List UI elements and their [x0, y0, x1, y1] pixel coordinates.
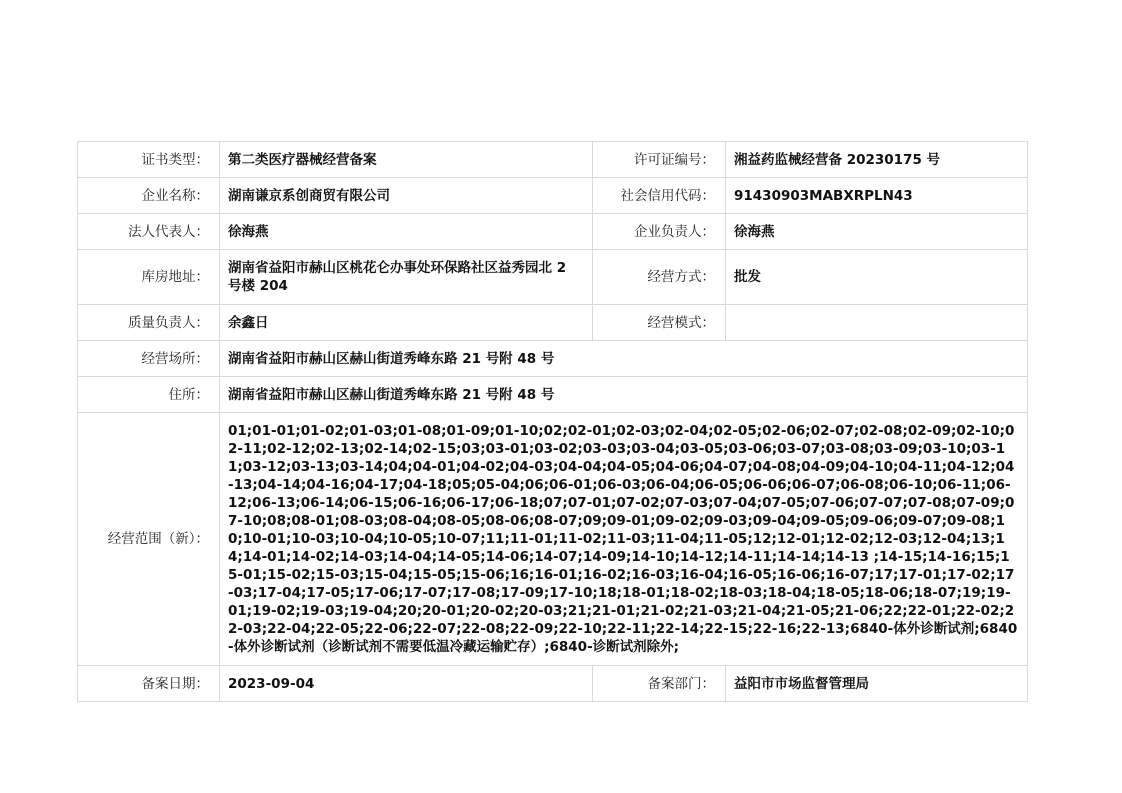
table-row — [78, 250, 1028, 305]
warehouse-address-value: 湖南省益阳市赫山区桃花仑办事处环保路社区益秀园北 2 号楼 204 — [220, 250, 593, 305]
record-dept-label: 备案部门： — [593, 666, 726, 702]
table-row — [78, 341, 1028, 377]
business-method-label: 经营方式： — [593, 250, 726, 305]
business-mode-value — [726, 305, 1028, 341]
filing-record-table — [77, 141, 1028, 702]
company-name-label: 企业名称： — [78, 178, 220, 214]
table-row — [78, 666, 1028, 702]
quality-head-label: 质量负责人： — [78, 305, 220, 341]
business-method-value: 批发 — [726, 250, 1028, 305]
business-mode-label: 经营模式： — [593, 305, 726, 341]
record-date-label: 备案日期： — [78, 666, 220, 702]
table-row — [78, 305, 1028, 341]
company-head-value: 徐海燕 — [726, 214, 1028, 250]
quality-head-value: 余鑫日 — [220, 305, 593, 341]
business-scope-label: 经营范围（新）： — [78, 413, 220, 666]
company-name-value: 湖南谦京系创商贸有限公司 — [220, 178, 593, 214]
record-date-value: 2023-09-04 — [220, 666, 593, 702]
table-row — [78, 142, 1028, 178]
table-row — [78, 413, 1028, 666]
legal-rep-label: 法人代表人： — [78, 214, 220, 250]
residence-label: 住所： — [78, 377, 220, 413]
credit-code-label: 社会信用代码： — [593, 178, 726, 214]
cert-type-label: 证书类型： — [78, 142, 220, 178]
business-premises-value: 湖南省益阳市赫山区赫山街道秀峰东路 21 号附 48 号 — [220, 341, 1028, 377]
business-scope-value: 01;01-01;01-02;01-03;01-08;01-09;01-10;02;02-01;02-03;02-04;02-05;02-06;02-07;02-08;02-09;02-10;02-11;02-12;02-13;02-14;02-15;03;03-01;03-02;03-03;03-04;03-05;03-06;03-07;03-08;03-09;03-10;03-11;03-12;03-13;03-14;04;04-01;04-02;04-03;04-04;04-05;04-06;04-07;04-08;04-09;04-10;04-11;04-12;04-13;04-14;04-16;04-17;04-18;05;05-04;06;06-01;06-03;06-04;06-05;06-06;06-07;06-08;06-10;06-11;06-12;06-13;06-14;06-15;06-16;06-17;06-18;07;07-01;07-02;07-03;07-04;07-05;07-06;07-07;07-08;07-09;07-10;08;08-01;08-03;08-04;08-05;08-06;08-07;09;09-01;09-02;09-03;09-04;09-05;09-06;09-07;09-08;10;10-01;10-03;10-04;10-05;10-07;11;11-01;11-02;11-03;11-04;11-05;12;12-01;12-02;12-03;12-04;13;14;14-01;14-02;14-03;14-04;14-05;14-06;14-07;14-09;14-10;14-12;14-11;14-14;14-13 ;14-15;14-16;15;15-01;15-02;15-03;15-04;15-05;15-06;16;16-01;16-02;16-03;16-04;16-05;16-06;16-07;17;17-01;17-02;17-03;17-04;17-05;17-06;17-07;17-08;17-09;17-10;18;18-01;18-02;18-03;18-04;18-05;18-06;18-07;19;19-01;19-02;19-03;19-04;20;20-01;20-02;20-03;21;21-01;21-02;21-03;21-04;21-05;21-06;22;22-01;22-02;22-03;22-04;22-05;22-06;22-07;22-08;22-09;22-10;22-11;22-14;22-15;22-16;22-13;6840-体外诊断试剂;6840-体外诊断试剂（诊断试剂不需要低温冷藏运输贮存）;6840-诊断试剂除外; — [220, 413, 1028, 666]
legal-rep-value: 徐海燕 — [220, 214, 593, 250]
license-no-value: 湘益药监械经营备 20230175 号 — [726, 142, 1028, 178]
table-row — [78, 178, 1028, 214]
warehouse-address-label: 库房地址： — [78, 250, 220, 305]
record-dept-value: 益阳市市场监督管理局 — [726, 666, 1028, 702]
license-no-label: 许可证编号： — [593, 142, 726, 178]
business-premises-label: 经营场所： — [78, 341, 220, 377]
table-row — [78, 214, 1028, 250]
company-head-label: 企业负责人： — [593, 214, 726, 250]
credit-code-value: 91430903MABXRPLN43 — [726, 178, 1028, 214]
table-row — [78, 377, 1028, 413]
cert-type-value: 第二类医疗器械经营备案 — [220, 142, 593, 178]
residence-value: 湖南省益阳市赫山区赫山街道秀峰东路 21 号附 48 号 — [220, 377, 1028, 413]
